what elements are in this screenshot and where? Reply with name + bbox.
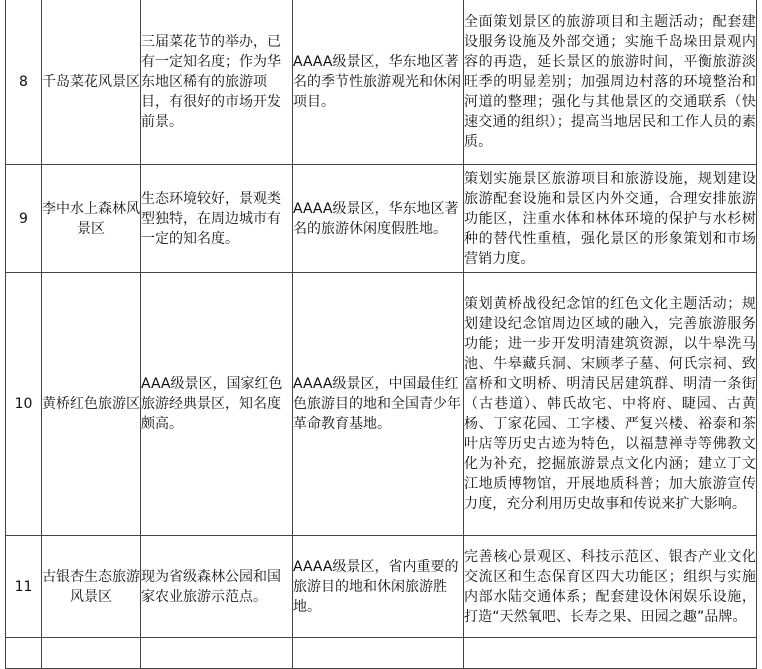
area-conditions: AAA级景区，国家红色旅游经典景区，知名度颇高。: [141, 273, 293, 536]
row-number: 8: [6, 0, 42, 165]
area-positioning: AAAA级景区，华东地区著名的季节性旅游观光和休闲项目。: [293, 0, 464, 165]
table-row: [6, 0, 757, 165]
area-name: 古银杏生态旅游风景区: [42, 536, 141, 638]
area-positioning: AAAA级景区，中国最佳红色旅游目的地和全国青少年革命教育基地。: [293, 273, 464, 536]
area-name: 黄桥红色旅游区: [42, 273, 141, 536]
area-conditions: 现为省级森林公园和国家农业旅游示范点。: [141, 536, 293, 638]
area-development-plan: 全面策划景区的旅游项目和主题活动；配套建设服务设施及外部交通；实施千岛垛田景观内容的再造，延长景区的旅游时间，平衡旅游淡旺季的明显差别；加强周边村落的环境整治和河道的整理；强化与其他景区的交通联系（快速交通的组织）；提高当地居民和工作人员的素质。: [464, 0, 757, 165]
area-name: 李中水上森林风景区: [42, 165, 141, 273]
area-development-plan: 策划黄桥战役纪念馆的红色文化主题活动；规划建设纪念馆周边区域的融入，完善旅游服务功能；进一步开发明清建筑资源，以牛皋洗马池、牛皋藏兵洞、宋顾孝子墓、何氏宗祠、致富桥和文明桥、明清民居建筑群、明清一条街（古巷道）、韩氏故宅、中将府、睫园、古黄杨、丁家花园、工字楼、严复兴楼、裕泰和茶叶店等历史古迹为特色，以福慧禅寺等佛教文化为补充，挖掘旅游景点文化内涵；建立丁文江地质博物馆，开展地质科普；加大旅游宣传力度，充分利用历史故事和传说来扩大影响。: [464, 273, 757, 536]
area-positioning: AAAA级景区，华东地区著名的旅游休闲度假胜地。: [293, 165, 464, 273]
area-development-plan: 策划实施景区旅游项目和旅游设施，规划建设旅游配套设施和景区内外交通，合理安排旅游功能区，注重水体和林体环境的保护与水杉树种的替代性重植，强化景区的形象策划和市场营销力度。: [464, 165, 757, 273]
area-development-plan: 完善核心景观区、科技示范区、银杏产业文化交流区和生态保育区四大功能区；组织与实施内部水陆交通体系；配套建设休闲娱乐设施，打造“天然氧吧、长寿之果、田园之趣”品牌。: [464, 536, 757, 638]
area-conditions: 三届菜花节的举办，已有一定知名度；作为华东地区稀有的旅游项目，有很好的市场开发前景。: [141, 0, 293, 165]
row-number: 10: [6, 273, 42, 536]
area-conditions: 生态环境较好，景观类型独特，在周边城市有一定的知名度。: [141, 165, 293, 273]
row-number: 11: [6, 536, 42, 638]
table-row: [6, 273, 757, 536]
table-row-partial: [6, 638, 757, 669]
row-number: 9: [6, 165, 42, 273]
scenic-area-table: [5, 0, 757, 669]
area-positioning: AAAA级景区，省内重要的旅游目的地和休闲旅游胜地。: [293, 536, 464, 638]
table-row: [6, 165, 757, 273]
table-row: [6, 536, 757, 638]
area-name: 千岛菜花风景区: [42, 0, 141, 165]
